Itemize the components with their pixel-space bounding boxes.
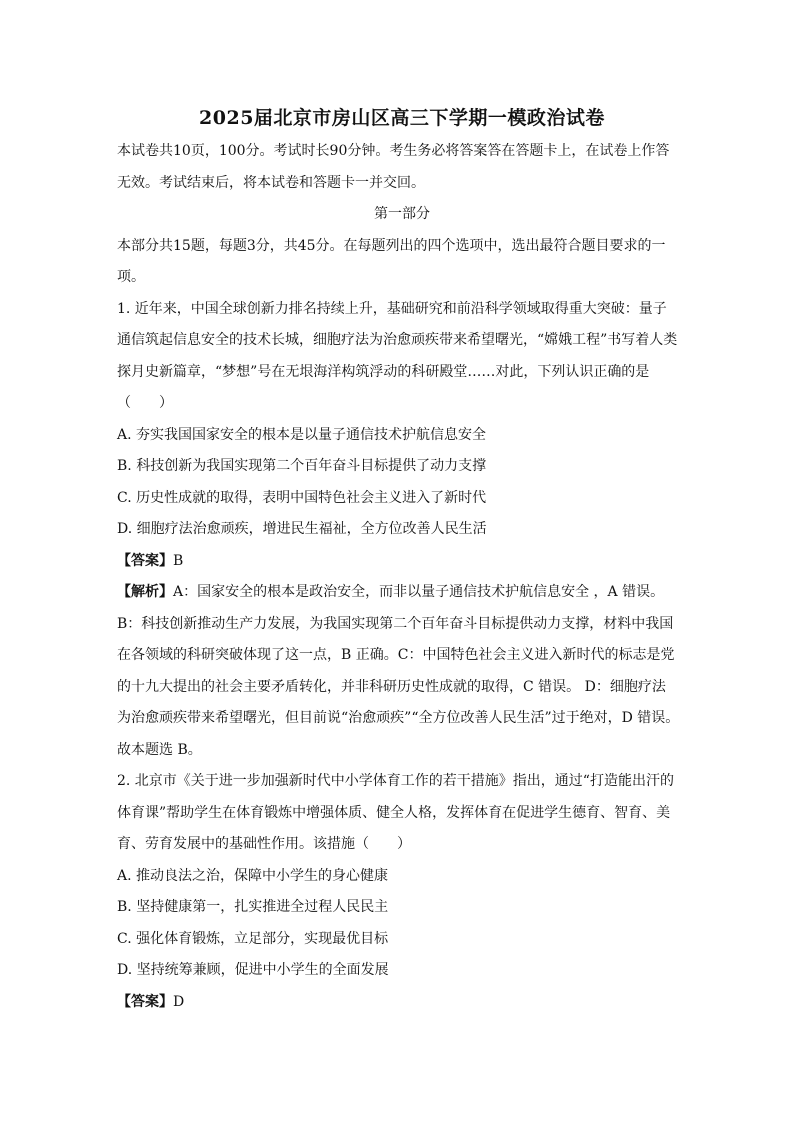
instruction-line: 无效。考试结束后，将本试卷和答题卡一并交回。 <box>117 174 425 191</box>
question-stem-line: 通信筑起信息安全的技术长城，细胞疗法为治愈顽疾带来希望曙光，“嫦娥工程”书写着人类 <box>117 332 678 348</box>
question-stem-line: 体育课”帮助学生在体育锻炼中增强体质、健全人格，发挥体育在促进学生德育、智育、美 <box>117 804 671 821</box>
exam-instructions <box>117 136 687 199</box>
question-1 <box>117 294 687 767</box>
analysis-line <box>117 577 687 609</box>
option-c: C. 强化体育锻炼，立足部分，实现最优目标 <box>117 930 389 947</box>
option-d: D. 坚持统筹兼顾，促进中小学生的全面发展 <box>117 962 389 978</box>
analysis-line: 的十九大提出的社会主要矛盾转化，并非科研历史性成就的取得，C 错误。 D：细胞疗法 <box>117 678 666 695</box>
answer-line <box>117 546 687 578</box>
question-stem-line: （ ） <box>117 395 173 411</box>
answer-label: 【答案】 <box>117 552 173 569</box>
question-stem-line: 育、劳育发展中的基础性作用。该措施（ ） <box>117 836 411 852</box>
analysis-text: A：国家安全的根本是政治安全，而非以量子通信技术护航信息安全 ，A 错误。 <box>173 584 665 600</box>
option-d: D. 细胞疗法治愈顽疾，增进民生福祉，全方位改善人民生活 <box>117 521 487 537</box>
instruction-line: 本试卷共10页，100分。考试时长90分钟。考生务必将答案答在答题卡上，在试卷上作答 <box>117 143 670 159</box>
option-b: B. 坚持健康第一，扎实推进全过程人民民主 <box>117 899 389 915</box>
answer-label: 【答案】 <box>117 993 173 1010</box>
question-stem-line: 1. 近年来，中国全球创新力排名持续上升，基础研究和前沿科学领域取得重大突破：量子 <box>117 300 667 317</box>
part-instruction-line: 项。 <box>117 269 145 285</box>
analysis-line: 为治愈顽疾带来希望曙光，但目前说“治愈顽疾”“全方位改善人民生活”过于绝对，D 错误。 <box>117 710 680 726</box>
question-stem-line: 2. 北京市《关于进一步加强新时代中小学体育工作的若干措施》指出，通过“打造能出汗的 <box>117 773 674 789</box>
part-heading: 第一部分 <box>374 206 430 222</box>
analysis-line: B：科技创新推动生产力发展，为我国实现第二个百年奋斗目标提供动力支撑，材料中我国 <box>117 615 674 632</box>
part-instruction-line: 本部分共15题，每题3分，共45分。在每题列出的四个选项中，选出最符合题目要求的一 <box>117 237 666 254</box>
document-title: 2025届北京市房山区高三下学期一模政治试卷 <box>199 107 605 129</box>
analysis-label: 【解析】 <box>117 584 173 600</box>
answer-line <box>117 987 687 1019</box>
answer-value: B <box>173 552 184 569</box>
answer-value: D <box>173 993 185 1010</box>
option-b: B. 科技创新为我国实现第二个百年奋斗目标提供了动力支撑 <box>117 458 487 474</box>
analysis-line: 在各领域的科研突破体现了这一点，B 正确。C：中国特色社会主义进入新时代的标志是党 <box>117 647 675 663</box>
document-page <box>117 104 687 1018</box>
option-c: C. 历史性成就的取得，表明中国特色社会主义进入了新时代 <box>117 489 487 506</box>
option-a: A. 推动良法之治，保障中小学生的身心健康 <box>117 867 389 884</box>
analysis-line: 故本题选 B。 <box>117 741 202 758</box>
question-stem-line: 探月史新篇章，“梦想”号在无垠海洋构筑浮动的科研殿堂……对此，下列认识正确的是 <box>117 363 650 380</box>
question-2 <box>117 766 687 1018</box>
part-instructions <box>117 231 687 294</box>
option-a: A. 夯实我国国家安全的根本是以量子通信技术护航信息安全 <box>117 426 487 443</box>
